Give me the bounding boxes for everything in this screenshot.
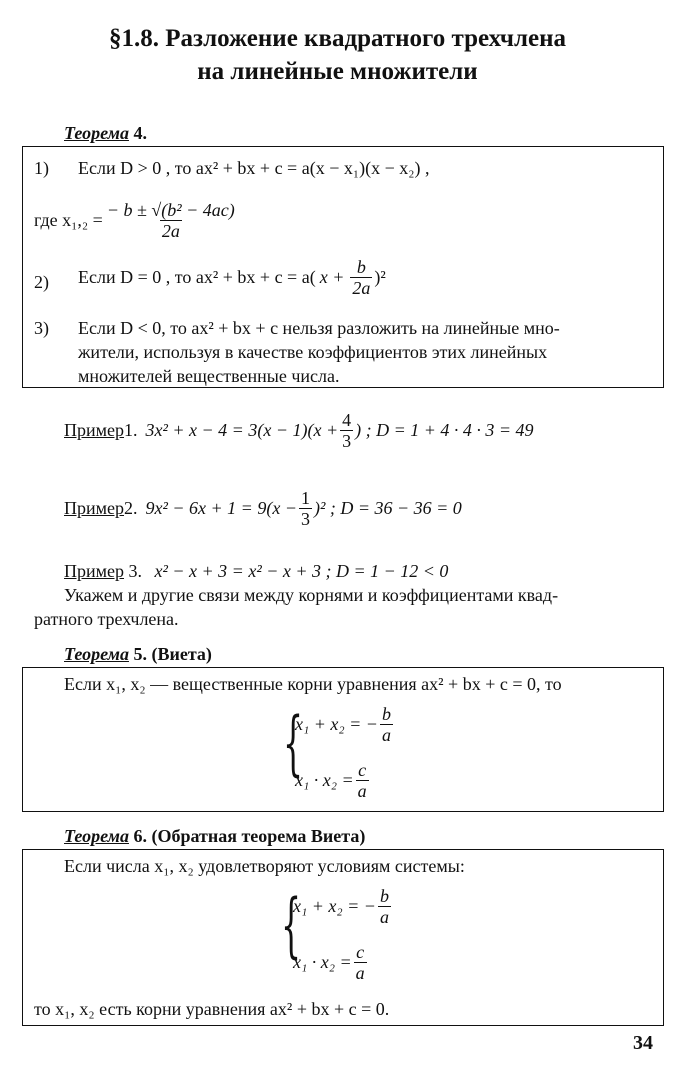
theorem6-eq1-num: b (379, 886, 389, 906)
example1-frac-den: 3 (342, 431, 352, 451)
example3-num: 3. (124, 561, 143, 581)
example1 (64, 410, 534, 451)
theorem4-item2-formula (78, 257, 386, 298)
section-title-line2: на линейные множители (197, 58, 478, 85)
theorem6-eq1-den: a (379, 907, 389, 927)
example1-frac-num: 4 (342, 410, 352, 430)
item2-frac-num: b (356, 257, 366, 277)
example3-expr: x² − x + 3 = x² − x + 3 ; D = 1 − 12 < 0 (154, 561, 449, 581)
theorem5-eq2-lhs: x₁ · x₂ = (295, 770, 354, 790)
example1-num: 1. (124, 420, 138, 440)
example2-label: Пример (64, 498, 125, 518)
theorem6-label-word: Теорема (64, 826, 129, 846)
theorem5-label (64, 644, 212, 665)
item2-frac-den: 2a (352, 278, 371, 298)
example3-label: Пример (64, 561, 125, 581)
example2 (64, 488, 462, 529)
theorem6-text: Если числа x₁, x₂ удовлетворяют условиям системы: (64, 856, 465, 876)
example1-expr: 3x² + x − 4 = 3(x − 1)(x + (145, 420, 339, 440)
theorem5-label-word: Теорема (64, 644, 129, 664)
theorem5-eq2-den: a (357, 781, 367, 801)
theorem4-item3-line1: Если D < 0, то ax² + bx + c нельзя разложить на линейные мно- (78, 318, 560, 338)
theorem5-text: Если x₁, x₂ — вещественные корни уравнения ax² + bx + c = 0, то (64, 674, 562, 694)
theorem6-conclusion: то x₁, x₂ есть корни уравнения ax² + bx + c = 0. (34, 999, 390, 1019)
item2-fraction (350, 257, 372, 298)
theorem6-eq2-num: c (356, 942, 365, 962)
example2-frac-num: 1 (300, 488, 310, 508)
theorem5-eq1-den: a (381, 725, 391, 745)
theorem5-system (283, 700, 443, 808)
theorem6-label-rest: 6. (Обратная теорема Виета) (128, 826, 366, 846)
example3 (64, 561, 448, 582)
theorem4-label-word: Теорема (64, 123, 129, 143)
theorem4-item1-text: Если D > 0 , то ax² + bx + c = a(x − x₁)(x − x₂) , (78, 158, 430, 178)
theorem6-brace: { (281, 884, 302, 966)
theorem6-system (281, 882, 441, 992)
theorem5-eq1-fraction (380, 704, 393, 745)
paragraph-line1: Укажем и другие связи между корнями и коэффициентами квад- (64, 585, 559, 605)
theorem6-eq2-lhs: x₁ · x₂ = (293, 952, 352, 972)
page-number: 34 (633, 1032, 653, 1054)
theorem5-eq1-num: b (381, 704, 391, 724)
theorem4-label-num: 4. (128, 123, 147, 143)
theorem6-eq1 (293, 886, 393, 927)
theorem6-eq2-den: a (355, 963, 365, 983)
theorem6-eq1-fraction (378, 886, 391, 927)
theorem5-eq2-fraction (356, 760, 369, 801)
theorem4-item3-num: 3) (34, 318, 49, 338)
theorem5-eq2-num: c (358, 760, 367, 780)
example1-fraction (340, 410, 353, 451)
example1-tail: ) ; D = 1 + 4 · 4 · 3 = 49 (355, 420, 534, 440)
example1-label: Пример (64, 420, 125, 440)
theorem4-item2-num: 2) (34, 272, 49, 292)
theorem4-item2-lhs: x + (319, 267, 345, 287)
paragraph-line2: ратного трехчлена. (34, 609, 179, 629)
example2-tail: )² ; D = 36 − 36 = 0 (313, 498, 462, 518)
example2-expr: 9x² − 6x + 1 = 9(x − (145, 498, 297, 518)
theorem4-item3-line3: множителей вещественные числа. (78, 366, 340, 386)
roots-denominator: 2a (161, 221, 180, 241)
section-title-line1: §1.8. Разложение квадратного трехчлена (109, 25, 566, 52)
theorem6-eq2 (293, 942, 369, 983)
theorem4-roots-formula (34, 200, 239, 241)
theorem4-where: где x₁,₂ = (34, 210, 103, 230)
theorem6-label (64, 826, 365, 847)
theorem4-label (64, 123, 147, 144)
theorem4-item2-tail: )² (374, 267, 386, 287)
roots-numerator: − b ± √(b² − 4ac) (106, 200, 235, 220)
example2-fraction (299, 488, 312, 529)
theorem6-eq1-lhs: x₁ + x₂ = − (293, 896, 376, 916)
example2-frac-den: 3 (300, 509, 310, 529)
theorem5-label-rest: 5. (Виета) (128, 644, 212, 664)
theorem5-eq1 (295, 704, 395, 745)
example2-num: 2. (124, 498, 138, 518)
theorem4-item2-text: Если D = 0 , то ax² + bx + c = a( (78, 267, 316, 287)
theorem4-item1-num: 1) (34, 158, 49, 178)
theorem6-eq2-fraction (354, 942, 367, 983)
theorem4-item3-line2: жители, используя в качестве коэффициентов этих линейных (78, 342, 548, 362)
roots-fraction (105, 200, 237, 241)
theorem5-eq1-lhs: x₁ + x₂ = − (295, 714, 378, 734)
theorem5-eq2 (295, 760, 371, 801)
theorem5-brace: { (283, 702, 304, 784)
